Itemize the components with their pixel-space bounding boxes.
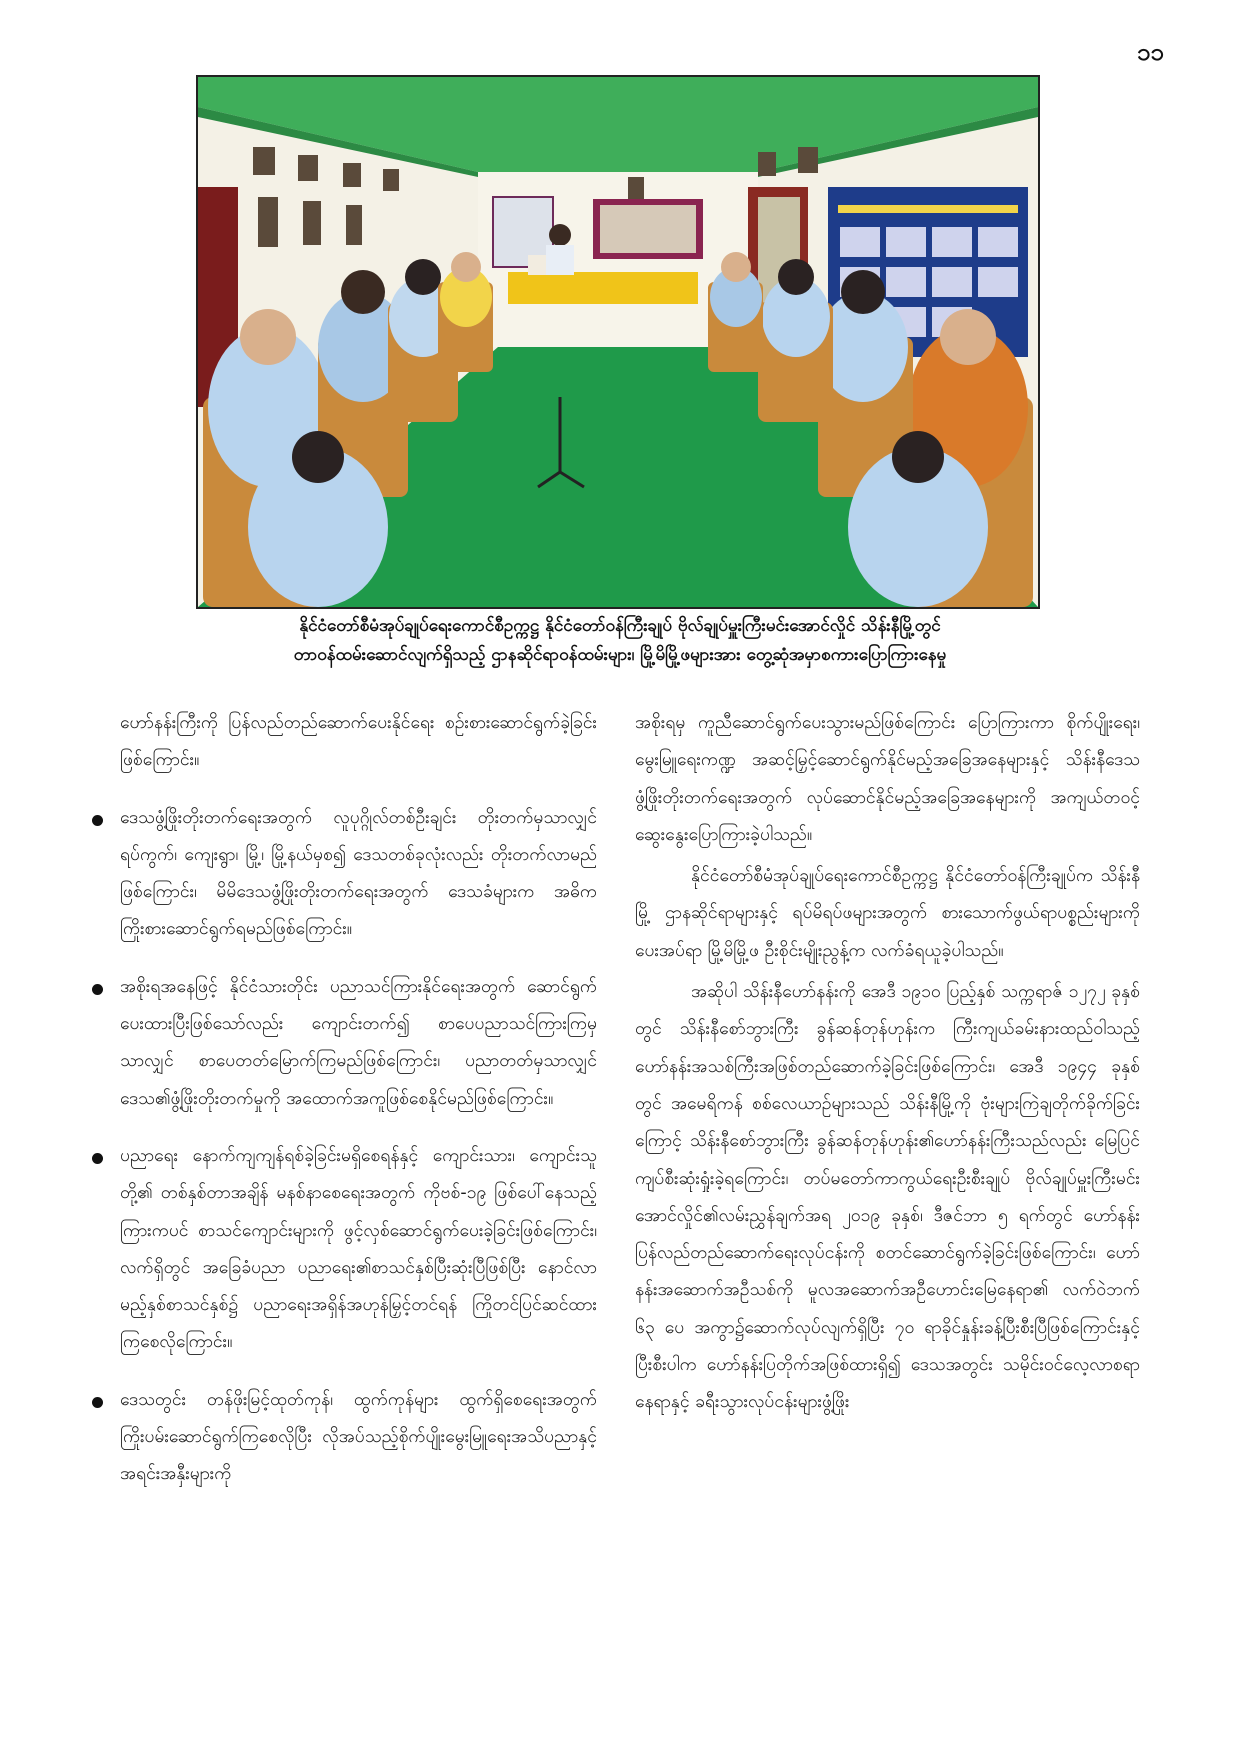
photo-caption bbox=[150, 612, 1090, 670]
left-intro-paragraph: ဟော်နန်းကြီးကို ပြန်လည်တည်ဆောက်ပေးနိုင်ရေး စဉ်းစားဆောင်ရွက်ခဲ့ခြင်းဖြစ်ကြောင်း။ bbox=[120, 713, 597, 771]
right-paragraph: အစိုးရမှ ကူညီဆောင်ရွက်ပေးသွားမည်ဖြစ်ကြောင်း ပြောကြားကာ စိုက်ပျိုးရေး၊ မွေးမြူရေးကဏ္ဍ အဆင့်မြှင့်ဆောင်ရွက်နိုင်မည့်အခြေအနေများနှင့် သိန်းနီဒေသဖွံ့ဖြိုးတိုးတက်ရေးအတွက် လုပ်ဆောင်နိုင်မည့်အခြေအနေများကို အကျယ်တဝင့် ဆွေးနွေးပြောကြားခဲ့ပါသည်။ bbox=[635, 713, 1140, 845]
bullet-item: ပညာရေး နောက်ကျကျန်ရစ်ခဲ့ခြင်းမရှိစေရန်နှင့် ကျောင်းသား၊ ကျောင်းသူတို့၏ တစ်နှစ်တာအချိန် မနစ်နာစေရေးအတွက် ကိုဗစ်-၁၉ ဖြစ်ပေါ်နေသည့်ကြားကပင် စာသင်ကျောင်းများကို ဖွင့်လှစ်ဆောင်ရွက်ပေးခဲ့ခြင်းဖြစ်ကြောင်း၊ လက်ရှိတွင် အခြေခံပညာ ပညာရေး၏စာသင်နှစ်ပြီးဆုံးပြီဖြစ်ပြီး နောင်လာမည့်နှစ်စာသင်နှစ်၌ ပညာရေးအရှိန်အဟုန်မြှင့်တင်ရန် ကြိုတင်ပြင်ဆင်ထားကြစေလိုကြောင်း။ bbox=[92, 1138, 597, 1362]
caption-line-2: တာဝန်ထမ်းဆောင်လျက်ရှိသည့် ဌာနဆိုင်ရာဝန်ထမ်းများ၊ မြို့မိမြို့ဖများအား တွေ့ဆုံအမှာစကားပြောကြားနေမှု bbox=[293, 645, 947, 665]
caption-line-1: နိုင်ငံတော်စီမံအုပ်ချုပ်ရေးကောင်စီဥက္ကဋ္ဌ နိုင်ငံတော်ဝန်ကြီးချုပ် ဗိုလ်ချုပ်မှူးကြီးမင်းအောင်လှိုင် သိန်းနီမြို့တွင် bbox=[299, 616, 941, 636]
right-column bbox=[635, 705, 1140, 1422]
page-number: ၁၁ bbox=[1137, 38, 1164, 66]
bullet-list bbox=[92, 800, 597, 1494]
right-paragraph: အဆိုပါ သိန်းနီဟော်နန်းကို အေဒီ ၁၉၁၀ ပြည့်နှစ် သက္ကရာဇ် ၁၂၇၂ ခုနှစ်တွင် သိန်းနီစော်ဘွားကြီး ခွန်ဆန်တုန်ဟုန်းက ကြီးကျယ်ခမ်းနားထည်ဝါသည့် ဟော်နန်းအသစ်ကြီးအဖြစ်တည်ဆောက်ခဲ့ခြင်းဖြစ်ကြောင်း၊ အေဒီ ၁၉၄၄ ခုနှစ်တွင် အမေရိကန် စစ်လေယာဉ်များသည် သိန်းနီမြို့ကို ဗုံးများကြဲချတိုက်ခိုက်ခြင်းကြောင့် သိန်းနီစော်ဘွားကြီး ခွန်ဆန်တုန်ဟုန်း၏ဟော်နန်းကြီးသည်လည်း မြေပြင်ကျပ်စီးဆုံးရှုံးခဲ့ရကြောင်း၊ တပ်မတော်ကာကွယ်ရေးဦးစီးချုပ် ဗိုလ်ချုပ်မှူးကြီးမင်းအောင်လှိုင်၏လမ်းညွှန်ချက်အရ ၂၀၁၉ ခုနှစ်၊ ဒီဇင်ဘာ ၅ ရက်တွင် ဟော်နန်း ပြန်လည်တည်ဆောက်ရေးလုပ်ငန်းကို စတင်ဆောင်ရွက်ခဲ့ခြင်းဖြစ်ကြောင်း၊ ဟော်နန်းအဆောက်အဦသစ်ကို မူလအဆောက်အဦဟောင်းမြေနေရာ၏ လက်ဝဲဘက် ၆၃ ပေ အကွာ၌ဆောက်လုပ်လျက်ရှိပြီး ၇၀ ရာခိုင်နှုန်းခန့်ပြီးစီးပြီဖြစ်ကြောင်းနှင့် ပြီးစီးပါက ဟော်နန်းပြတိုက်အဖြစ်ထားရှိ၍ ဒေသအတွင်း သမိုင်းဝင်လေ့လာစရာနေရာနှင့် ခရီးသွားလုပ်ငန်းများဖွံ့ဖြိုး bbox=[635, 982, 1140, 1413]
bullet-item: အစိုးရအနေဖြင့် နိုင်ငံသားတိုင်း ပညာသင်ကြားနိုင်ရေးအတွက် ဆောင်ရွက်ပေးထားပြီးဖြစ်သော်လည်း ကျောင်းတက်၍ စာပေပညာသင်ကြားကြမှသာလျှင် စာပေတတ်မြောက်ကြမည်ဖြစ်ကြောင်း၊ ပညာတတ်မှသာလျှင် ဒေသ၏ဖွံ့ဖြိုးတိုးတက်မှုကို အထောက်အကူဖြစ်စေနိုင်မည်ဖြစ်ကြောင်း။ bbox=[92, 969, 597, 1118]
right-paragraph: နိုင်ငံတော်စီမံအုပ်ချုပ်ရေးကောင်စီဥက္ကဋ္ဌ နိုင်ငံတော်ဝန်ကြီးချုပ်က သိန်းနီမြို့ ဌာနဆိုင်ရာများနှင့် ရပ်မိရပ်ဖများအတွက် စားသောက်ဖွယ်ရာပစ္စည်းများကို ပေးအပ်ရာ မြို့မိမြို့ဖ ဦးစိုင်းမျိုးညွန့်က လက်ခံရယူခဲ့ပါသည်။ bbox=[635, 866, 1140, 961]
bullet-item: ဒေသတွင်း တန်ဖိုးမြင့်ထုတ်ကုန်၊ ထွက်ကုန်များ ထွက်ရှိစေရေးအတွက် ကြိုးပမ်းဆောင်ရွက်ကြစေလိုပြီး လိုအပ်သည့်စိုက်ပျိုးမွေးမြူရေးအသိပညာနှင့် အရင်းအနှီးများကို bbox=[92, 1382, 597, 1494]
left-column bbox=[92, 705, 597, 1494]
bullet-item: ဒေသဖွံ့ဖြိုးတိုးတက်ရေးအတွက် လူပုဂ္ဂိုလ်တစ်ဦးချင်း တိုးတက်မှသာလျှင် ရပ်ကွက်၊ ကျေးရွာ၊ မြို့၊ မြို့နယ်မှစ၍ ဒေသတစ်ခုလုံးလည်း တိုးတက်လာမည်ဖြစ်ကြောင်း၊ မိမိဒေသဖွံ့ဖြိုးတိုးတက်ရေးအတွက် ဒေသခံများက အဓိကကြိုးစားဆောင်ရွက်ရမည်ဖြစ်ကြောင်း။ bbox=[92, 800, 597, 949]
meeting-hall-photo bbox=[196, 75, 1040, 609]
